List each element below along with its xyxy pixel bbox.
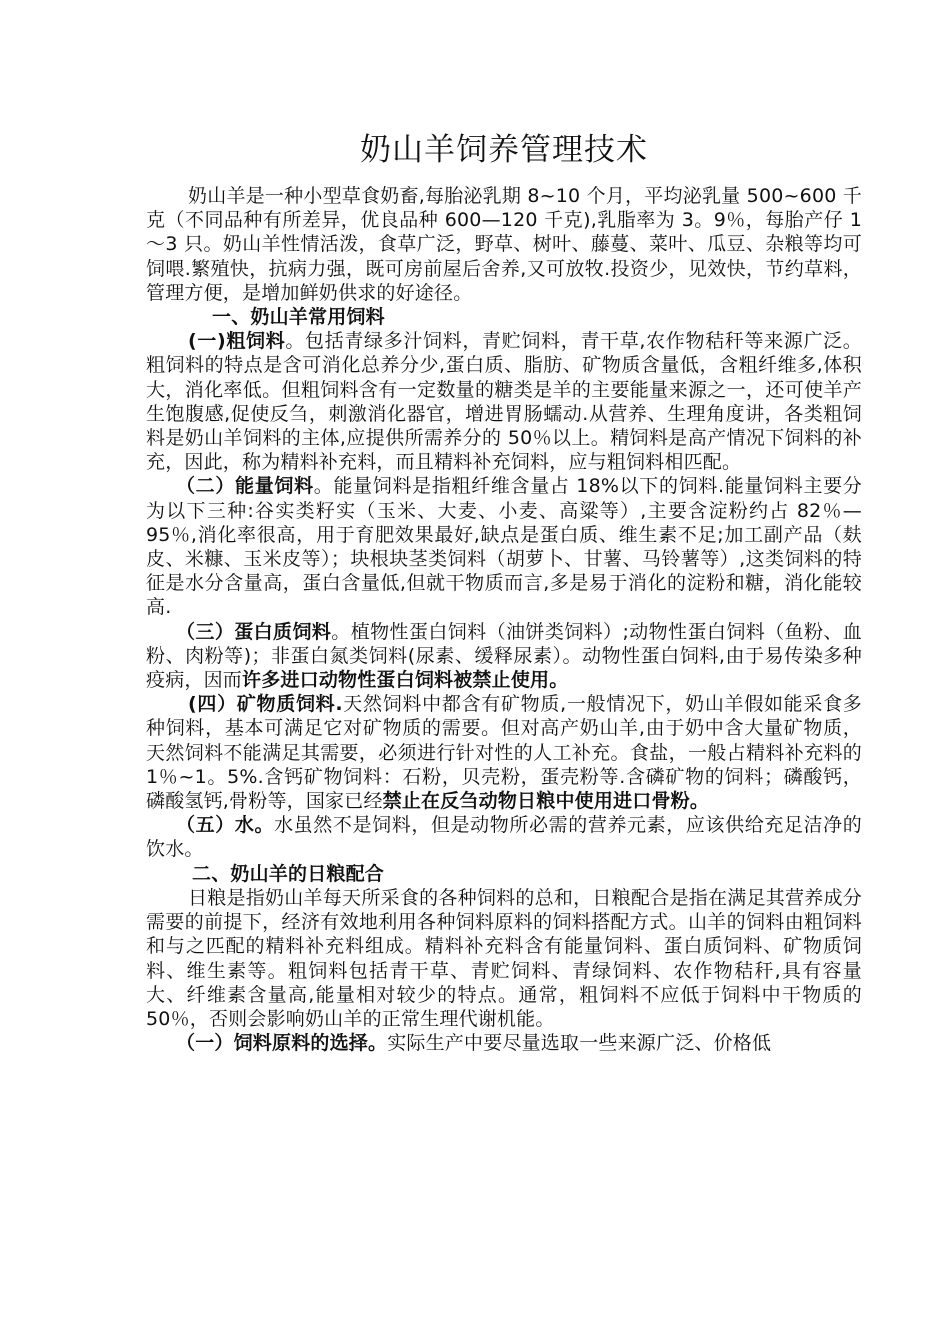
document-page <box>146 128 862 1055</box>
intro-paragraph: 奶山羊是一种小型草食奶畜,每胎泌乳期 8~10 个月，平均泌乳量 500~600 千克（不同品种有所差异，优良品种 600—120 千克),乳脂率为 3。9％，每胎产仔 1～3 只。奶山羊性情活泼，食草广泛，野草、树叶、藤蔓、菜叶、瓜豆、杂粮等均可饲喂.繁殖快，抗病力强，既可房前屋后舍养,又可放牧.投资少，见效快，节约草料，管理方便，是增加鲜奶供求的好途径。 <box>146 185 862 304</box>
feed-item-label: （五）水。 <box>176 814 275 837</box>
feed-item-energy <box>146 474 862 619</box>
feed-item-protein <box>146 620 862 693</box>
feed-item-text: 。包括青绿多汁饲料，青贮饲料，青干草,农作物秸秆等来源广泛。粗饲料的特点是含可消化总养分少,蛋白质、脂肪、矿物质含量低，含粗纤维多,体积大，消化率低。但粗饲料含有一定数量的糖类是羊的主要能量来源之一，还可使羊产生饱腹感,促使反刍，刺激消化器官，增进胃肠蠕动.从营养、生理角度讲，各类粗饲料是奶山羊饲料的主体,应提供所需养分的 50％以上。精饲料是高产情况下饲料的补充，因此，称为精料补充料，而且精料补充饲料，应与粗饲料相匹配。 <box>146 330 862 474</box>
feed-item-text: 。植物性蛋白饲料（油饼类饲料）;动物性蛋白饲料（鱼粉、血粉、肉粉等)；非蛋白氮类饲料(尿素、缓释尿素）。动物性蛋白饲料,由于易传染多种疫病，因而 <box>146 620 862 692</box>
ration-item-text: 实际生产中要尽量选取一些来源广泛、价格低 <box>387 1032 772 1055</box>
feed-item-roughage <box>146 329 862 474</box>
ration-item-label: （一）饲料原料的选择。 <box>176 1032 388 1055</box>
feed-item-text: 水虽然不是饲料，但是动物所必需的营养元素，应该供给充足洁净的饮水。 <box>146 814 862 861</box>
ration-item-selection <box>146 1031 862 1055</box>
section-heading-feeds: 一、奶山羊常用饲料 <box>212 306 385 329</box>
document-title: 奶山羊饲养管理技术 <box>360 132 648 168</box>
feed-item-label: (四）矿物质饲料. <box>188 693 343 716</box>
feed-item-water <box>146 813 862 861</box>
feed-item-label: （三）蛋白质饲料 <box>176 620 332 643</box>
feed-item-text: 天然饲料中都含有矿物质,一般情况下，奶山羊假如能采食多种饲料，基本可满足它对矿物质的需要。但对高产奶山羊,由于奶中含大量矿物质，天然饲料不能满足其需要，必须进行针对性的人工补充。食盐，一般占精料补充料的 1％~1。5%.含钙矿物饲料：石粉，贝壳粉，蛋壳粉等.含磷矿物的饲料；磷酸钙，磷酸氢钙,骨粉等，国家已经 <box>146 693 862 813</box>
feed-item-label: (一)粗饲料 <box>188 330 286 353</box>
section-heading-ration: 二、奶山羊的日粮配合 <box>192 862 385 885</box>
feed-item-bold-note: 禁止在反刍动物日粮中使用进口骨粉。 <box>382 790 710 813</box>
feed-item-mineral <box>146 692 862 813</box>
feed-item-bold-note: 许多进口动物性蛋白饲料被禁止使用。 <box>242 669 569 692</box>
feed-item-label: （二）能量饲料 <box>176 475 314 498</box>
feed-item-text: 。能量饲料是指粗纤维含量占 18%以下的饲料.能量饲料主要分为以下三种:谷实类籽实（玉米、大麦、小麦、高粱等）,主要含淀粉约占 82％—95％,消化率很高，用于育肥效果最好,缺点是蛋白质、维生素不足;加工副产品（麸皮、米糠、玉米皮等）；块根块茎类饲料（胡萝卜、甘薯、马铃薯等）,这类饲料的特征是水分含量高，蛋白含量低,但就干物质而言,多是易于消化的淀粉和糖，消化能较高. <box>146 475 863 619</box>
ration-paragraph: 日粮是指奶山羊每天所采食的各种饲料的总和，日粮配合是指在满足其营养成分需要的前提下，经济有效地利用各种饲料原料的饲料搭配方式。山羊的饲料由粗饲料和与之匹配的精料补充料组成。精料补充料含有能量饲料、蛋白质饲料、矿物质饲料、维生素等。粗饲料包括青干草、青贮饲料、青绿饲料、农作物秸秆,具有容量大、纤维素含量高,能量相对较少的特点。通常，粗饲料不应低于饲料中干物质的 50％，否则会影响奶山羊的正常生理代谢机能。 <box>146 886 862 1030</box>
